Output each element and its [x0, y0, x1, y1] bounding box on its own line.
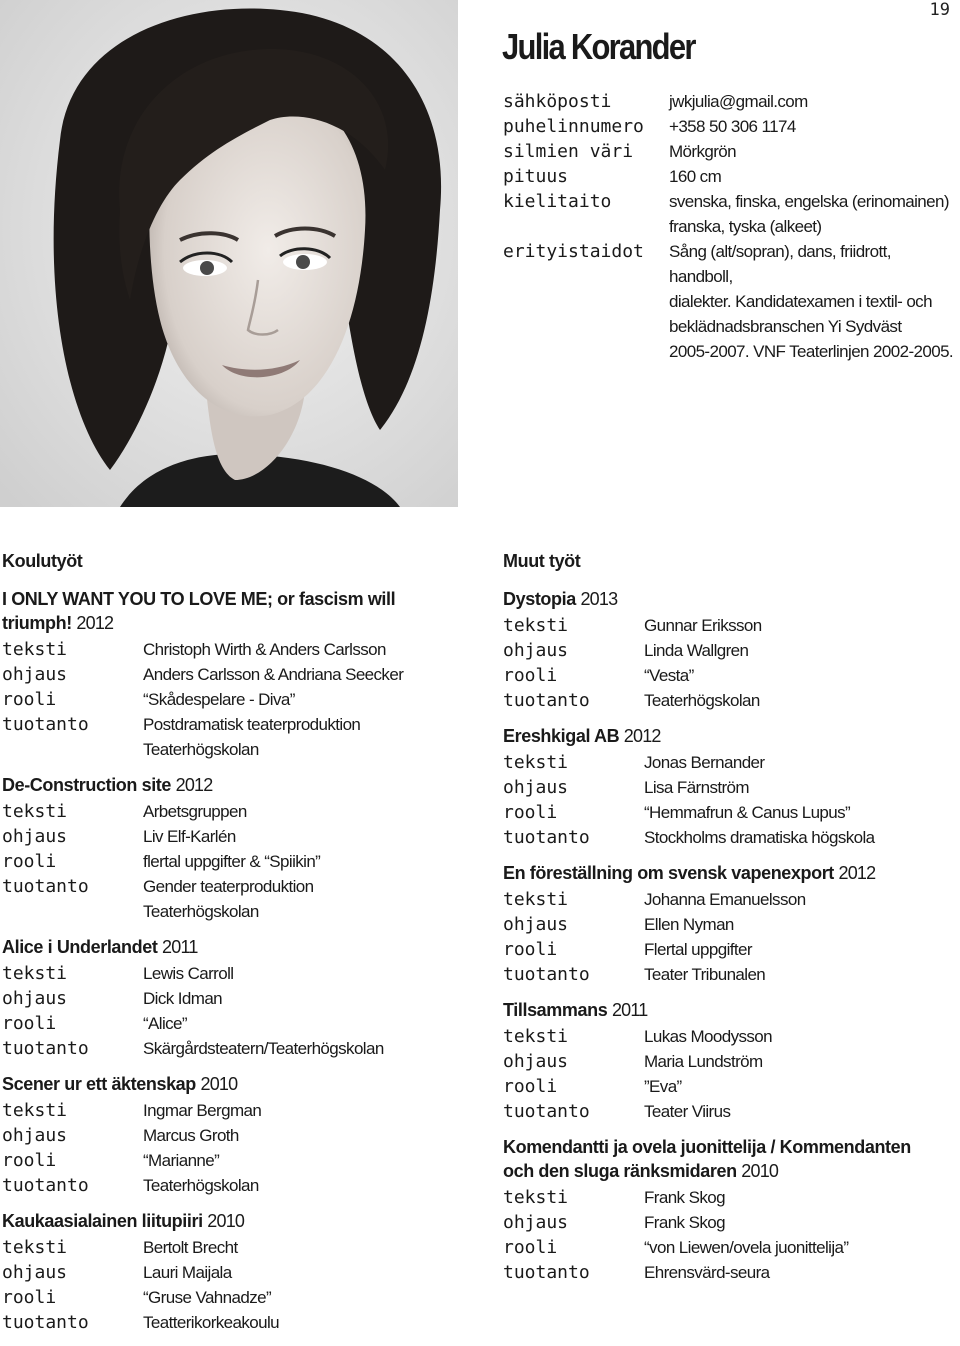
- credit-value-line: Teatterikorkeakoulu: [143, 1313, 280, 1332]
- credit-value: [143, 849, 452, 874]
- production-entry: [503, 724, 958, 850]
- credit-value-line: Linda Wallgren: [644, 641, 749, 660]
- credit-row: [2, 637, 452, 662]
- credit-label: teksti: [2, 801, 68, 822]
- production-title: [2, 1072, 452, 1096]
- credit-row: [2, 986, 452, 1011]
- credit-label: teksti: [503, 752, 569, 773]
- credit-value: [143, 1098, 452, 1123]
- credit-row: [2, 712, 452, 762]
- credit-value: [143, 1123, 452, 1148]
- credit-label: teksti: [503, 889, 569, 910]
- credit-value-line: Teater Tribunalen: [644, 965, 766, 984]
- credit-label: ohjaus: [503, 777, 569, 798]
- credit-label: ohjaus: [2, 1262, 68, 1283]
- credit-value: [644, 1099, 958, 1124]
- personal-info: [503, 89, 955, 364]
- credit-row: [2, 662, 452, 687]
- info-value-line: franska, tyska (alkeet): [669, 217, 822, 236]
- credit-value: [644, 800, 958, 825]
- credit-label: ohjaus: [2, 826, 68, 847]
- credit-row: [503, 962, 958, 987]
- info-value-line: +358 50 306 1174: [669, 117, 796, 136]
- info-row-languages: [503, 189, 955, 239]
- info-row-special-skills: [503, 239, 955, 364]
- info-value: [669, 139, 736, 164]
- production-title: [503, 724, 958, 748]
- credit-row: [503, 750, 958, 775]
- credit-value-line: Ellen Nyman: [644, 915, 734, 934]
- production-title: [2, 1209, 452, 1233]
- production-title: [2, 935, 452, 959]
- credit-row: [503, 613, 958, 638]
- credit-value: [644, 1185, 958, 1210]
- credit-value-line: Teaterhögskolan: [644, 691, 760, 710]
- credit-row: [2, 1011, 452, 1036]
- credit-label: ohjaus: [503, 1212, 569, 1233]
- credit-value-line: “Alice”: [143, 1014, 187, 1033]
- production-entry: [2, 935, 452, 1061]
- info-value-line: Sång (alt/sopran), dans, friidrott, handboll,: [669, 242, 891, 286]
- credit-row: [2, 1310, 452, 1335]
- credit-value-line: “Hemmafrun & Canus Lupus”: [644, 803, 851, 822]
- production-title: [503, 587, 958, 611]
- credit-value: [644, 1024, 958, 1049]
- credit-value: [143, 1173, 452, 1198]
- credit-label: rooli: [2, 689, 57, 710]
- credit-row: [2, 687, 452, 712]
- credit-label: teksti: [2, 963, 68, 984]
- credit-value-line: Teaterhögskolan: [143, 740, 259, 759]
- production-title-text: triumph!: [2, 613, 72, 633]
- production-year: 2011: [611, 1000, 648, 1020]
- production-title-text: Alice i Underlandet: [2, 937, 158, 957]
- production-year: 2012: [76, 613, 114, 633]
- credit-value: [644, 912, 958, 937]
- section-heading: Koulutyöt: [2, 551, 83, 571]
- credit-row: [2, 1173, 452, 1198]
- info-value-line: svenska, finska, engelska (erinomainen): [669, 192, 949, 211]
- credit-value-line: Teater Viirus: [644, 1102, 731, 1121]
- actor-name: Julia Korander: [502, 26, 695, 67]
- credit-value-line: “Skådespelare - Diva”: [143, 690, 295, 709]
- credit-label: tuotanto: [503, 1101, 590, 1122]
- page-number: 19: [929, 0, 950, 20]
- portrait-photo: [0, 0, 458, 507]
- credit-row: [2, 1285, 452, 1310]
- credit-label: tuotanto: [503, 827, 590, 848]
- credit-row: [2, 961, 452, 986]
- credit-label: tuotanto: [2, 1312, 89, 1333]
- credit-label: rooli: [503, 939, 558, 960]
- credit-value: [644, 1210, 958, 1235]
- production-title-text: Ereshkigal AB: [503, 726, 620, 746]
- credit-label: ohjaus: [2, 988, 68, 1009]
- credit-value: [143, 1260, 452, 1285]
- production-year: 2010: [200, 1074, 238, 1094]
- credit-row: [503, 937, 958, 962]
- info-value: [669, 189, 949, 239]
- credit-row: [503, 887, 958, 912]
- credit-value-line: Liv Elf-Karlén: [143, 827, 236, 846]
- credit-value: [143, 712, 452, 762]
- credit-label: tuotanto: [2, 1038, 89, 1059]
- info-value: [669, 164, 721, 189]
- credit-value-line: Ingmar Bergman: [143, 1101, 262, 1120]
- credit-value: [644, 1260, 958, 1285]
- credit-value-line: “Gruse Vahnadze”: [143, 1288, 272, 1307]
- info-row-email: [503, 89, 955, 114]
- credit-label: rooli: [2, 1150, 57, 1171]
- info-label: erityistaidot: [503, 241, 644, 262]
- info-label: sähköposti: [503, 91, 612, 112]
- credit-value-line: “Marianne”: [143, 1151, 220, 1170]
- credit-label: teksti: [503, 1026, 569, 1047]
- info-row-eye-color: [503, 139, 955, 164]
- credit-value: [143, 1036, 452, 1061]
- credit-value: [644, 775, 958, 800]
- production-entry: [2, 773, 452, 924]
- credit-row: [503, 800, 958, 825]
- production-title-text: Komendantti ja ovela juonittelija / Kommendanten: [503, 1137, 911, 1157]
- production-year: 2010: [741, 1161, 779, 1181]
- production-title: [2, 587, 452, 635]
- credit-value: [644, 937, 958, 962]
- credit-value: [143, 662, 452, 687]
- credit-value: [143, 961, 452, 986]
- credit-label: ohjaus: [503, 914, 569, 935]
- credit-label: tuotanto: [2, 1175, 89, 1196]
- credit-label: rooli: [503, 665, 558, 686]
- credit-value-line: flertal uppgifter & “Spiikin”: [143, 852, 321, 871]
- production-entry: [503, 1135, 958, 1285]
- production-entry: [503, 861, 958, 987]
- credit-row: [503, 663, 958, 688]
- credit-value: [143, 824, 452, 849]
- credit-row: [2, 799, 452, 824]
- info-value-line: jwkjulia@gmail.com: [669, 92, 808, 111]
- credit-value: [143, 637, 452, 662]
- credit-value: [644, 962, 958, 987]
- production-title-text: Dystopia: [503, 589, 576, 609]
- credit-value: [644, 1049, 958, 1074]
- credit-row: [503, 1099, 958, 1124]
- production-title-text: Scener ur ett äktenskap: [2, 1074, 196, 1094]
- info-value-line: dialekter. Kandidatexamen i textil- och: [669, 292, 932, 311]
- credit-value: [143, 874, 452, 924]
- info-value-line: Mörkgrön: [669, 142, 737, 161]
- credit-label: tuotanto: [2, 876, 89, 897]
- production-entry: [2, 1209, 452, 1335]
- other-works-column: [503, 549, 958, 1296]
- credit-row: [2, 1123, 452, 1148]
- production-title-text: De-Construction site: [2, 775, 172, 795]
- credit-row: [503, 1210, 958, 1235]
- credit-row: [2, 1036, 452, 1061]
- credit-value-line: Lewis Carroll: [143, 964, 234, 983]
- credit-value-line: Lukas Moodysson: [644, 1027, 773, 1046]
- credit-label: ohjaus: [2, 664, 68, 685]
- credit-row: [2, 824, 452, 849]
- credit-row: [503, 1074, 958, 1099]
- info-label: pituus: [503, 166, 569, 187]
- credit-value: [143, 687, 452, 712]
- production-title-text: och den sluga ränksmidaren: [503, 1161, 737, 1181]
- credit-value: [644, 1074, 958, 1099]
- production-title-text: I ONLY WANT YOU TO LOVE ME; or fascism will: [2, 589, 396, 609]
- credit-value-line: Johanna Emanuelsson: [644, 890, 806, 909]
- credit-value: [143, 1235, 452, 1260]
- production-year: 2010: [207, 1211, 245, 1231]
- credit-value: [143, 986, 452, 1011]
- production-title: [503, 861, 958, 885]
- credit-row: [2, 1098, 452, 1123]
- credit-row: [503, 775, 958, 800]
- credit-value: [644, 613, 958, 638]
- credit-value: [143, 1285, 452, 1310]
- credit-label: teksti: [2, 1237, 68, 1258]
- production-entry: [2, 1072, 452, 1198]
- production-title-text: En föreställning om svensk vapenexport: [503, 863, 834, 883]
- production-year: 2012: [175, 775, 213, 795]
- credit-row: [2, 849, 452, 874]
- credit-row: [2, 1260, 452, 1285]
- credit-label: rooli: [503, 1237, 558, 1258]
- credit-value-line: Ehrensvärd-seura: [644, 1263, 770, 1282]
- production-year: 2012: [623, 726, 661, 746]
- credit-row: [503, 688, 958, 713]
- credit-row: [2, 1148, 452, 1173]
- credit-value-line: Postdramatisk teaterproduktion: [143, 715, 361, 734]
- info-label: kielitaito: [503, 191, 612, 212]
- production-entry: [2, 587, 452, 762]
- production-title-text: Tillsammans: [503, 1000, 608, 1020]
- info-label: silmien väri: [503, 141, 634, 162]
- credit-value-line: ”Eva”: [644, 1077, 682, 1096]
- credit-value-line: Jonas Bernander: [644, 753, 765, 772]
- info-row-phone: [503, 114, 955, 139]
- credit-row: [503, 1185, 958, 1210]
- production-entry: [503, 998, 958, 1124]
- production-entry: [503, 587, 958, 713]
- credit-value: [644, 825, 958, 850]
- credit-value: [644, 638, 958, 663]
- production-year: 2013: [580, 589, 618, 609]
- credit-row: [2, 874, 452, 924]
- info-value-line: 2005-2007. VNF Teaterlinjen 2002-2005.: [669, 342, 954, 361]
- credit-label: rooli: [503, 802, 558, 823]
- credit-value-line: Frank Skog: [644, 1213, 725, 1232]
- credit-value-line: Christoph Wirth & Anders Carlsson: [143, 640, 386, 659]
- info-value-line: beklädnadsbranschen Yi Sydväst: [669, 317, 902, 336]
- credit-label: rooli: [2, 851, 57, 872]
- credit-label: tuotanto: [503, 1262, 590, 1283]
- credit-label: ohjaus: [503, 1051, 569, 1072]
- credit-value-line: Gunnar Eriksson: [644, 616, 762, 635]
- credit-value: [143, 1011, 452, 1036]
- credit-label: teksti: [2, 639, 68, 660]
- credit-row: [2, 1235, 452, 1260]
- credit-label: tuotanto: [503, 964, 590, 985]
- credit-value-line: Flertal uppgifter: [644, 940, 752, 959]
- credit-value-line: “Vesta”: [644, 666, 694, 685]
- credit-label: tuotanto: [503, 690, 590, 711]
- info-label: puhelinnumero: [503, 116, 644, 137]
- credit-label: teksti: [2, 1100, 68, 1121]
- credit-value-line: Frank Skog: [644, 1188, 725, 1207]
- credit-row: [503, 912, 958, 937]
- credit-value: [644, 663, 958, 688]
- credit-value-line: Arbetsgruppen: [143, 802, 247, 821]
- credit-value-line: Marcus Groth: [143, 1126, 239, 1145]
- credit-value: [644, 750, 958, 775]
- credit-value-line: Lisa Färnström: [644, 778, 749, 797]
- credit-row: [503, 638, 958, 663]
- credit-label: ohjaus: [503, 640, 569, 661]
- credit-row: [503, 825, 958, 850]
- credit-value-line: Anders Carlsson & Andriana Seecker: [143, 665, 404, 684]
- credit-value-line: Skärgårdsteatern/Teaterhögskolan: [143, 1039, 384, 1058]
- credit-value-line: Dick Idman: [143, 989, 223, 1008]
- production-title: [2, 773, 452, 797]
- production-title: [503, 998, 958, 1022]
- credit-value: [644, 1235, 958, 1260]
- credit-label: teksti: [503, 615, 569, 636]
- credit-label: teksti: [503, 1187, 569, 1208]
- credit-value-line: Gender teaterproduktion: [143, 877, 314, 896]
- info-value: [669, 89, 808, 114]
- credit-label: rooli: [503, 1076, 558, 1097]
- credit-value: [143, 1310, 452, 1335]
- credit-value-line: Maria Lundström: [644, 1052, 763, 1071]
- section-heading: Muut työt: [503, 551, 581, 571]
- credit-label: rooli: [2, 1013, 57, 1034]
- credit-label: ohjaus: [2, 1125, 68, 1146]
- credit-value-line: “von Liewen/ovela juonittelija”: [644, 1238, 849, 1257]
- credit-value-line: Stockholms dramatiska högskola: [644, 828, 875, 847]
- production-year: 2012: [838, 863, 876, 883]
- credit-value-line: Bertolt Brecht: [143, 1238, 238, 1257]
- credit-row: [503, 1024, 958, 1049]
- credit-label: rooli: [2, 1287, 57, 1308]
- production-title: [503, 1135, 958, 1183]
- production-title-text: Kaukaasialainen liitupiiri: [2, 1211, 203, 1231]
- credit-value-line: Lauri Maijala: [143, 1263, 232, 1282]
- credit-row: [503, 1049, 958, 1074]
- production-year: 2011: [162, 937, 198, 957]
- info-row-height: [503, 164, 955, 189]
- credit-label: tuotanto: [2, 714, 89, 735]
- credit-value: [143, 1148, 452, 1173]
- credit-value-line: Teaterhögskolan: [143, 902, 259, 921]
- info-value: [669, 239, 955, 364]
- credit-value-line: Teaterhögskolan: [143, 1176, 259, 1195]
- credit-value: [644, 887, 958, 912]
- credit-row: [503, 1260, 958, 1285]
- credit-value: [644, 688, 958, 713]
- school-works-column: [2, 549, 452, 1346]
- credit-row: [503, 1235, 958, 1260]
- info-value: [669, 114, 796, 139]
- credit-value: [143, 799, 452, 824]
- info-value-line: 160 cm: [669, 167, 722, 186]
